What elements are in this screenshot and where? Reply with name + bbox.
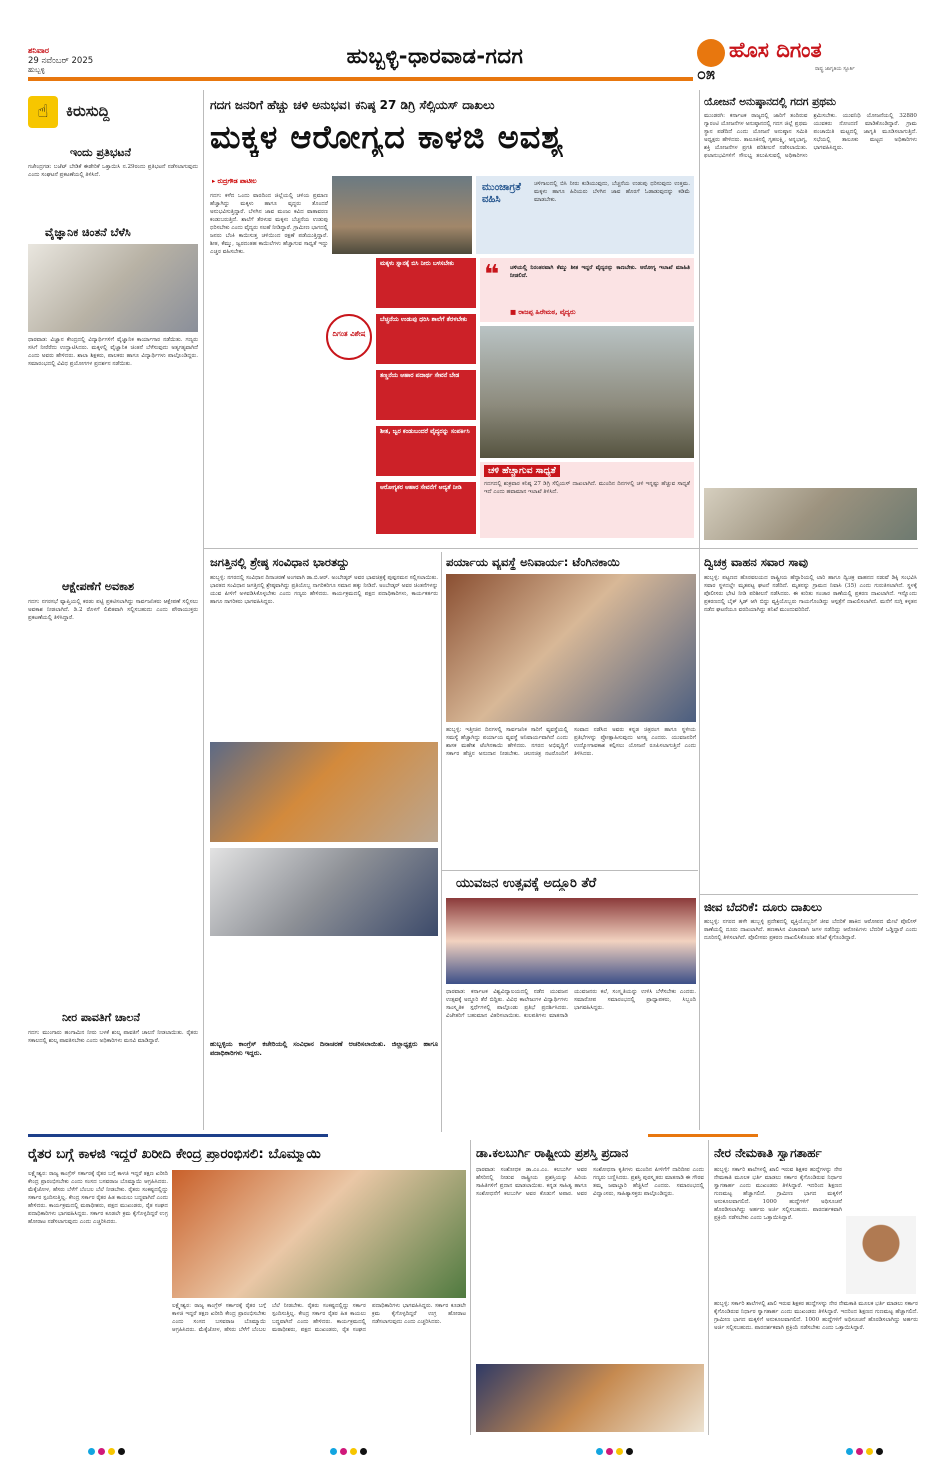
precaution-box-text: ಚಳಿಗಾಲದಲ್ಲಿ ಬಿಸಿ ನೀರು ಕುಡಿಯುವುದು, ಬೆಚ್ಚನೆಯ ಉಡುಪು ಧರಿಸುವುದು ಉತ್ತಮ. ಮಕ್ಕಳು ಹಾಗೂ ಹಿರಿಯರು ಬೆಳಗಿನ ಜಾವ ಹೊರಗೆ ಓಡಾಡುವುದನ್ನು ಕಡಿಮೆ ಮಾಡಬೇಕು. <box>534 181 690 203</box>
kirusuddi-logo <box>28 96 203 130</box>
masthead <box>695 36 917 82</box>
lead-byline-name: ರುದ್ರಗೌಡ ಪಾಟೀಲ <box>217 177 257 185</box>
dot-black <box>876 1448 883 1455</box>
kirusuddi-text-2: ಧಾರವಾಡ: ವಿಜ್ಞಾನ ಕೇಂದ್ರದಲ್ಲಿ ವಿದ್ಯಾರ್ಥಿಗಳಿಗೆ ವೈಜ್ಞಾನಿಕ ಕಾರ್ಯಾಗಾರ ನಡೆಯಿತು. ಗಣ್ಯರು ಸಸಿಗೆ ನೀರೆರೆದು ಉದ್ಘಾಟಿಸಿದರು. ಮಕ್ಕಳಲ್ಲಿ ವೈಜ್ಞಾನಿಕ ಚಿಂತನೆ ಬೆಳೆಸುವುದು ಅತ್ಯಗತ್ಯವಾಗಿದೆ ಎಂದು ಅವರು ಹೇಳಿದರು. ಶಾಲಾ ಶಿಕ್ಷಕರು, ಪಾಲಕರು ಹಾಗೂ ವಿದ್ಯಾರ್ಥಿಗಳು ಪಾಲ್ಗೊಂಡಿದ್ದರು. ಸಮಾರಂಭದಲ್ಲಿ ವಿವಿಧ ಪ್ರಯೋಗಗಳ ಪ್ರದರ್ಶನ ನಡೆಯಿತು. <box>28 337 198 367</box>
jeeva-title: ಜೀವ ಬೆದರಿಕೆ: ದೂರು ದಾಖಲು <box>704 900 822 914</box>
kalburgi-title: ಡಾ.ಕಲಬುರ್ಗಿ ರಾಷ್ಟ್ರೀಯ ಪ್ರಶಸ್ತಿ ಪ್ರದಾನ <box>476 1146 629 1160</box>
doctor-quote-author: ■ ರಾಜಪ್ಪ ಹಿರೇಮಠ, ವೈದ್ಯರು <box>510 308 576 316</box>
header-date: 29 ನವೆಂಬರ್ 2025 <box>28 56 94 66</box>
doctor-quote-box <box>480 258 694 322</box>
kirusuddi-heading-4: ನೀರ ಪಾವತಿಗೆ ಚಾಲನೆ <box>62 1011 141 1024</box>
registration-dots-center <box>330 1440 370 1459</box>
kalburgi-photo <box>476 1364 704 1432</box>
dot-magenta <box>98 1448 105 1455</box>
precaution-box-title: ಮುಂಜಾಗ್ರತೆ ವಹಿಸಿ <box>482 182 521 205</box>
dot-magenta <box>340 1448 347 1455</box>
lead-headline: ಮಕ್ಕಳ ಆರೋಗ್ಯದ ಕಾಳಜಿ ಅವಶ್ಯ <box>210 118 565 156</box>
kirusuddi-heading-2: ವೈಜ್ಞಾನಿಕ ಚಿಂತನೆ ಬೆಳೆಸಿ <box>45 226 131 239</box>
dot-cyan <box>846 1448 853 1455</box>
vahana-body: ಹುಬ್ಬಳ್ಳಿ: ಪಟ್ಟಣದ ಹೊರವಲಯದ ರಾಷ್ಟ್ರೀಯ ಹೆದ್ದಾರಿಯಲ್ಲಿ ಲಾರಿ ಹಾಗೂ ದ್ವಿಚಕ್ರ ವಾಹನದ ನಡುವೆ ಡಿಕ್ಕಿ ಸಂಭವಿಸಿ ಸವಾರ ಸ್ಥಳದಲ್ಲೇ ಮೃತಪಟ್ಟ ಘಟನೆ ನಡೆದಿದೆ. ಮೃತನನ್ನು ಗ್ರಾಮದ ನಿವಾಸಿ (35) ಎಂದು ಗುರುತಿಸಲಾಗಿದೆ. ಸ್ಥಳಕ್ಕೆ ಪೊಲೀಸರು ಭೇಟಿ ನೀಡಿ ಪರಿಶೀಲನೆ ನಡೆಸಿದರು. ಈ ಕುರಿತು ಸಂಚಾರ ಠಾಣೆಯಲ್ಲಿ ಪ್ರಕರಣ ದಾಖಲಾಗಿದೆ. ಇನ್ನೊಂದು ಪ್ರಕರಣದಲ್ಲಿ ಬೈಕ್ ಸ್ಕಿಡ್ ಆಗಿ ಬಿದ್ದು ವ್ಯಕ್ತಿಯೊಬ್ಬರು ಗಾಯಗೊಂಡಿದ್ದು ಆಸ್ಪತ್ರೆಗೆ ದಾಖಲಿಸಲಾಗಿದೆ. ಮನೆಗೆ ನುಗ್ಗಿ ಕಳ್ಳತನ ನಡೆದ ಘಟನೆಯೂ ವರದಿಯಾಗಿದ್ದು ತನಿಖೆ ಮುಂದುವರಿದಿದೆ. <box>704 575 917 613</box>
tip-item: ಮಕ್ಕಳು ಸ್ನಾನಕ್ಕೆ ಬಿಸಿ ನೀರು ಬಳಸಬೇಕು <box>376 258 476 308</box>
dot-black <box>626 1448 633 1455</box>
tip-item: ಬೆಚ್ಚನೆಯ ಉಡುಪು ಧರಿಸಿ ಶಾಲೆಗೆ ತೆರಳಬೇಕು <box>376 314 476 364</box>
header-date-block <box>28 46 138 75</box>
yuvajana-photo <box>446 898 696 984</box>
column-rule-center <box>441 552 442 1132</box>
children-bonfire-photo <box>332 176 472 254</box>
cold-increase-box <box>480 462 694 538</box>
lead-body-col2 <box>210 258 211 259</box>
neera-title: ನೇರ ನೇಮಕಾತಿ ಸ್ವಾಗತಾರ್ಹ <box>714 1146 822 1160</box>
bullock-cart-photo <box>480 326 694 458</box>
kirusuddi-heading-3: ಆಕ್ಷೇಪಣೆಗೆ ಅವಕಾಶ <box>62 580 134 593</box>
dot-cyan <box>330 1448 337 1455</box>
page-number: ೦೫ <box>697 64 715 83</box>
header-city: ಹುಬ್ಬಳ್ಳಿ <box>28 66 45 74</box>
dot-cyan <box>596 1448 603 1455</box>
kirusuddi-heading-1: ಇಂದು ಪ್ರತಿಭಟನೆ <box>70 146 132 159</box>
byline-arrow-icon: ▸ <box>212 177 218 185</box>
lead-body: ಗದಗ: ಕಳೆದ ಒಂದು ವಾರದಿಂದ ಜಿಲ್ಲೆಯಲ್ಲಿ ಚಳಿಯ ಪ್ರಮಾಣ ಹೆಚ್ಚಾಗಿದ್ದು ಮಕ್ಕಳು ಹಾಗೂ ವೃದ್ಧರು ತೊಂದರೆ ಅನುಭವಿಸುತ್ತಿದ್ದಾರೆ. ಬೆಳಗಿನ ಜಾವ ಮಂಜು ಕವಿದ ವಾತಾವರಣ ಕಂಡುಬರುತ್ತಿದೆ. ಶಾಲೆಗೆ ತೆರಳುವ ಮಕ್ಕಳು ಬೆಚ್ಚನೆಯ ಉಡುಪು ಧರಿಸಬೇಕು ಎಂದು ವೈದ್ಯರು ಸಲಹೆ ನೀಡಿದ್ದಾರೆ. ಗ್ರಾಮೀಣ ಭಾಗದಲ್ಲಿ ಜನರು ಬೆಂಕಿ ಕಾಯಿಸುತ್ತ ಚಳಿಯಿಂದ ರಕ್ಷಣೆ ಪಡೆಯುತ್ತಿದ್ದಾರೆ. ಶೀತ, ಕೆಮ್ಮು, ಜ್ವರದಂತಹ ಕಾಯಿಲೆಗಳು ಹೆಚ್ಚಾಗುವ ಸಾಧ್ಯತೆ ಇದ್ದು ಎಚ್ಚರ ವಹಿಸಬೇಕು. <box>210 193 328 255</box>
header-orange-rule <box>28 77 693 81</box>
dot-cyan <box>88 1448 95 1455</box>
masthead-name: ಹೊಸ ದಿಗಂತ <box>729 38 822 62</box>
dot-yellow <box>616 1448 623 1455</box>
quote-mark-icon: ❝ <box>484 260 500 290</box>
registration-dots-far-right <box>846 1440 886 1459</box>
raitara-body-more <box>172 1302 466 1432</box>
thumbs-up-icon: ☝ <box>28 96 58 128</box>
registration-dots-right <box>596 1440 636 1459</box>
tip-item: ಆರೋಗ್ಯಕರ ಆಹಾರ ಸೇವನೆಗೆ ಆದ್ಯತೆ ನೀಡಿ <box>376 482 476 534</box>
raitara-title: ರೈತರ ಬಗ್ಗೆ ಕಾಳಜಿ ಇದ್ದರೆ ಖರೀದಿ ಕೇಂದ್ರ ಪ್ರಾರಂಭಿಸಲಿ: ಬೊಮ್ಮಾಯಿ <box>28 1146 321 1162</box>
section-rule-jeeva <box>700 894 918 895</box>
samvidhana-title: ಜಗತ್ತಿನಲ್ಲಿ ಶ್ರೇಷ್ಠ ಸಂವಿಧಾನ ಭಾರತದ್ದು <box>210 555 350 569</box>
section-rule-yuvajana <box>442 870 698 871</box>
raitara-photo <box>172 1170 466 1298</box>
jeeva-body: ಹುಬ್ಬಳ್ಳಿ: ನಗರದ ಹಳೇ ಹುಬ್ಬಳ್ಳಿ ಪ್ರದೇಶದಲ್ಲಿ ವ್ಯಕ್ತಿಯೊಬ್ಬರಿಗೆ ಜೀವ ಬೆದರಿಕೆ ಹಾಕಿದ ಆರೋಪದ ಮೇಲೆ ಪೊಲೀಸ್ ಠಾಣೆಯಲ್ಲಿ ದೂರು ದಾಖಲಾಗಿದೆ. ಹಣಕಾಸಿನ ವಿಚಾರವಾಗಿ ಜಗಳ ನಡೆದಿದ್ದು ಆರೋಪಿಗಳು ಬೆದರಿಕೆ ಒಡ್ಡಿದ್ದಾರೆ ಎಂದು ದೂರಿನಲ್ಲಿ ತಿಳಿಸಲಾಗಿದೆ. ಪೊಲೀಸರು ಪ್ರಕರಣ ದಾಖಲಿಸಿಕೊಂಡು ತನಿಖೆ ಕೈಗೊಂಡಿದ್ದಾರೆ. <box>704 919 917 941</box>
precaution-box <box>476 176 694 254</box>
column-rule-bottom-2 <box>708 1140 709 1435</box>
kirusuddi-text-4: ಗದಗ: ಮುಂಗಾರು ಹಂಗಾಮಿನ ನೀರು ಬಳಕೆ ಶುಲ್ಕ ಪಾವತಿಗೆ ಚಾಲನೆ ನೀಡಲಾಯಿತು. ರೈತರು ಸಕಾಲದಲ್ಲಿ ಶುಲ್ಕ ಪಾವತಿಸಬೇಕು ಎಂದು ಅಧಿಕಾರಿಗಳು ಮನವಿ ಮಾಡಿದ್ದಾರೆ. <box>28 1030 198 1044</box>
dot-black <box>118 1448 125 1455</box>
masthead-logo-icon <box>697 39 725 67</box>
paryaya-title: ಪರ್ಯಾಯ ವ್ಯವಸ್ಥೆ ಅನಿವಾರ್ಯ: ಟೆಂಗಿನಕಾಯಿ <box>446 555 620 569</box>
neera-body: ಹುಬ್ಬಳ್ಳಿ: ಸರ್ಕಾರಿ ಶಾಲೆಗಳಲ್ಲಿ ಖಾಲಿ ಇರುವ ಶಿಕ್ಷಕರ ಹುದ್ದೆಗಳನ್ನು ನೇರ ನೇಮಕಾತಿ ಮೂಲಕ ಭರ್ತಿ ಮಾಡಲು ಸರ್ಕಾರ ಕೈಗೊಂಡಿರುವ ನಿರ್ಧಾರ ಸ್ವಾಗತಾರ್ಹ ಎಂದು ಮುಖಂಡರು ತಿಳಿಸಿದ್ದಾರೆ. ಇದರಿಂದ ಶಿಕ್ಷಣದ ಗುಣಮಟ್ಟ ಹೆಚ್ಚಾಗಲಿದೆ. ಗ್ರಾಮೀಣ ಭಾಗದ ಮಕ್ಕಳಿಗೆ ಅನುಕೂಲವಾಗಲಿದೆ. 1000 ಹುದ್ದೆಗಳಿಗೆ ಅಧಿಸೂಚನೆ ಹೊರಡಿಸಲಾಗಿದ್ದು ಅರ್ಹರು ಅರ್ಜಿ ಸಲ್ಲಿಸಬಹುದು. ಪಾರದರ್ಶಕವಾಗಿ ಪ್ರಕ್ರಿಯೆ ನಡೆಸಬೇಕು ಎಂದು ಒತ್ತಾಯಿಸಿದ್ದಾರೆ. <box>714 1167 842 1221</box>
paryaya-photo <box>446 574 696 722</box>
samvidhana-photo-2 <box>210 848 438 936</box>
kirusuddi-text-1: ಗಜೇಂದ್ರಗಡ: ಬಜೆಟ್ ಬೇಡಿಕೆ ಈಡೇರಿಕೆ ಒತ್ತಾಯಿಸಿ ನ.29ರಂದು ಪ್ರತಿಭಟನೆ ನಡೆಸಲಾಗುವುದು ಎಂದು ಸಂಘಟನೆ ಪ್ರಕಟಣೆಯಲ್ಲಿ ತಿಳಿಸಿದೆ. <box>28 164 198 178</box>
raitara-body-continued: ಲಕ್ಷ್ಮೇಶ್ವರ: ರಾಜ್ಯ ಕಾಂಗ್ರೆಸ್ ಸರ್ಕಾರಕ್ಕೆ ರೈತರ ಬಗ್ಗೆ ಕಾಳಜಿ ಇದ್ದರೆ ತಕ್ಷಣ ಖರೀದಿ ಕೇಂದ್ರ ಪ್ರಾರಂಭಿಸಬೇಕು ಎಂದು ಸಂಸದ ಬಸವರಾಜ ಬೊಮ್ಮಾಯಿ ಆಗ್ರಹಿಸಿದರು. ಮೆಕ್ಕೆಜೋಳ, ಹೆಸರು ಬೆಳೆಗೆ ಬೆಂಬಲ ಬೆಲೆ ನೀಡಬೇಕು. ರೈತರು ಸಂಕಷ್ಟದಲ್ಲಿದ್ದು ಸರ್ಕಾರ ಸ್ಪಂದಿಸುತ್ತಿಲ್ಲ. ಕೇಂದ್ರ ಸರ್ಕಾರ ರೈತರ ಹಿತ ಕಾಯಲು ಬದ್ಧವಾಗಿದೆ ಎಂದು ಹೇಳಿದರು. ಕಾರ್ಯಕ್ರಮದಲ್ಲಿ ಮಠಾಧೀಶರು, ಪಕ್ಷದ ಮುಖಂಡರು, ರೈತ ಸಂಘದ ಪದಾಧಿಕಾರಿಗಳು ಭಾಗವಹಿಸಿದ್ದರು. ಸರ್ಕಾರ ಕೂಡಲೇ ಕ್ರಮ ಕೈಗೊಳ್ಳದಿದ್ದರೆ ಉಗ್ರ ಹೋರಾಟ ನಡೆಸಲಾಗುವುದು ಎಂದು ಎಚ್ಚರಿಸಿದರು. <box>172 1303 466 1333</box>
column-rule-bottom-1 <box>470 1140 471 1435</box>
paryaya-body: ಹುಬ್ಬಳ್ಳಿ: ಇತ್ತೀಚಿನ ದಿನಗಳಲ್ಲಿ ಸಾರ್ವಜನಿಕ ಸಾರಿಗೆ ವ್ಯವಸ್ಥೆಯಲ್ಲಿ ಸಮಸ್ಯೆ ಹೆಚ್ಚಾಗಿದ್ದು ಪರ್ಯಾಯ ವ್ಯವಸ್ಥೆ ಅನಿವಾರ್ಯವಾಗಿದೆ ಎಂದು ಶಾಸಕ ಮಹೇಶ ಟೆಂಗಿನಕಾಯಿ ಹೇಳಿದರು. ನಗರದ ಅಭಿವೃದ್ಧಿಗೆ ಸರ್ಕಾರ ಹೆಚ್ಚಿನ ಅನುದಾನ ನೀಡಬೇಕು. ಚಲನಚಿತ್ರ ನಟರೊಂದಿಗೆ ಸಂವಾದ ನಡೆಸಿದ ಅವರು ಕನ್ನಡ ಚಿತ್ರರಂಗ ಹಾಗೂ ಸ್ಥಳೀಯ ಪ್ರತಿಭೆಗಳನ್ನು ಪ್ರೋತ್ಸಾಹಿಸುವುದು ಅಗತ್ಯ ಎಂದರು. ಯುವಜನರಿಗೆ ಉದ್ಯೋಗಾವಕಾಶ ಕಲ್ಪಿಸಲು ಯೋಜನೆ ರೂಪಿಸಲಾಗುತ್ತಿದೆ ಎಂದು ತಿಳಿಸಿದರು. <box>446 727 696 757</box>
column-rule-right <box>699 90 700 1130</box>
lead-kicker: ಗದಗ ಜನರಿಗೆ ಹೆಚ್ಚು ಚಳಿ ಅನುಭವ। ಕನಿಷ್ಠ 27 ಡಿಗ್ರಿ ಸೆಲ್ಸಿಯಸ್ ದಾಖಲು <box>210 98 495 112</box>
kirusuddi-label: ಕಿರುಸುದ್ದಿ <box>66 102 110 120</box>
section-rule-middle <box>204 548 918 549</box>
raitara-body: ಲಕ್ಷ್ಮೇಶ್ವರ: ರಾಜ್ಯ ಕಾಂಗ್ರೆಸ್ ಸರ್ಕಾರಕ್ಕೆ ರೈತರ ಬಗ್ಗೆ ಕಾಳಜಿ ಇದ್ದರೆ ತಕ್ಷಣ ಖರೀದಿ ಕೇಂದ್ರ ಪ್ರಾರಂಭಿಸಬೇಕು ಎಂದು ಸಂಸದ ಬಸವರಾಜ ಬೊಮ್ಮಾಯಿ ಆಗ್ರಹಿಸಿದರು. ಮೆಕ್ಕೆಜೋಳ, ಹೆಸರು ಬೆಳೆಗೆ ಬೆಂಬಲ ಬೆಲೆ ನೀಡಬೇಕು. ರೈತರು ಸಂಕಷ್ಟದಲ್ಲಿದ್ದು ಸರ್ಕಾರ ಸ್ಪಂದಿಸುತ್ತಿಲ್ಲ. ಕೇಂದ್ರ ಸರ್ಕಾರ ರೈತರ ಹಿತ ಕಾಯಲು ಬದ್ಧವಾಗಿದೆ ಎಂದು ಹೇಳಿದರು. ಕಾರ್ಯಕ್ರಮದಲ್ಲಿ ಮಠಾಧೀಶರು, ಪಕ್ಷದ ಮುಖಂಡರು, ರೈತ ಸಂಘದ ಪದಾಧಿಕಾರಿಗಳು ಭಾಗವಹಿಸಿದ್ದರು. ಸರ್ಕಾರ ಕೂಡಲೇ ಕ್ರಮ ಕೈಗೊಳ್ಳದಿದ್ದರೆ ಉಗ್ರ ಹೋರಾಟ ನಡೆಸಲಾಗುವುದು ಎಂದು ಎಚ್ಚರಿಸಿದರು. <box>28 1171 168 1225</box>
bottom-band-rule <box>28 1134 918 1137</box>
column-rule-left <box>203 90 204 1130</box>
neera-body-continued: ಹುಬ್ಬಳ್ಳಿ: ಸರ್ಕಾರಿ ಶಾಲೆಗಳಲ್ಲಿ ಖಾಲಿ ಇರುವ ಶಿಕ್ಷಕರ ಹುದ್ದೆಗಳನ್ನು ನೇರ ನೇಮಕಾತಿ ಮೂಲಕ ಭರ್ತಿ ಮಾಡಲು ಸರ್ಕಾರ ಕೈಗೊಂಡಿರುವ ನಿರ್ಧಾರ ಸ್ವಾಗತಾರ್ಹ ಎಂದು ಮುಖಂಡರು ತಿಳಿಸಿದ್ದಾರೆ. ಇದರಿಂದ ಶಿಕ್ಷಣದ ಗುಣಮಟ್ಟ ಹೆಚ್ಚಾಗಲಿದೆ. ಗ್ರಾಮೀಣ ಭಾಗದ ಮಕ್ಕಳಿಗೆ ಅನುಕೂಲವಾಗಲಿದೆ. 1000 ಹುದ್ದೆಗಳಿಗೆ ಅಧಿಸೂಚನೆ ಹೊರಡಿಸಲಾಗಿದ್ದು ಅರ್ಹರು ಅರ್ಜಿ ಸಲ್ಲಿಸಬಹುದು. ಪಾರದರ್ಶಕವಾಗಿ ಪ್ರಕ್ರಿಯೆ ನಡೆಸಬೇಕು ಎಂದು ಒತ್ತಾಯಿಸಿದ್ದಾರೆ. <box>714 1301 918 1331</box>
dot-yellow <box>350 1448 357 1455</box>
registration-dots-left <box>88 1440 128 1459</box>
samvidhana-caption: ಹುಬ್ಬಳ್ಳಿಯ ಕಾಂಗ್ರೆಸ್ ಕಚೇರಿಯಲ್ಲಿ ಸಂವಿಧಾನ ದಿನಾಚರಣೆ ಆಚರಿಸಲಾಯಿತು. ಜಿಲ್ಲಾಧ್ಯಕ್ಷರು ಹಾಗೂ ಪದಾಧಿಕಾರಿಗಳು ಇದ್ದರು. <box>210 1040 438 1057</box>
cold-increase-title: ಚಳಿ ಹೆಚ್ಚಾಗುವ ಸಾಧ್ಯತೆ <box>484 465 560 477</box>
kirusuddi-text-3: ಗದಗ: ನಗರಸಭೆ ವ್ಯಾಪ್ತಿಯಲ್ಲಿ ಕರಡು ಪಟ್ಟಿ ಪ್ರಕಟಿಸಲಾಗಿದ್ದು ಸಾರ್ವಜನಿಕರು ಆಕ್ಷೇಪಣೆ ಸಲ್ಲಿಸಲು ಅವಕಾಶ ನೀಡಲಾಗಿದೆ. ಡಿ.2 ರೊಳಗೆ ಲಿಖಿತವಾಗಿ ಸಲ್ಲಿಸಬಹುದು ಎಂದು ಪೌರಾಯುಕ್ತರು ಪ್ರಕಟಣೆಯಲ್ಲಿ ತಿಳಿಸಿದ್ದಾರೆ. <box>28 599 198 621</box>
cold-increase-text: ಗದಗದಲ್ಲಿ ಶುಕ್ರವಾರ ಕನಿಷ್ಠ 27 ಡಿಗ್ರಿ ಸೆಲ್ಸಿಯಸ್ ದಾಖಲಾಗಿದೆ. ಮುಂದಿನ ದಿನಗಳಲ್ಲಿ ಚಳಿ ಇನ್ನಷ್ಟು ಹೆಚ್ಚುವ ಸಾಧ್ಯತೆ ಇದೆ ಎಂದು ಹವಾಮಾನ ಇಲಾಖೆ ತಿಳಿಸಿದೆ. <box>484 481 690 495</box>
digant-vishesha-logo <box>326 314 372 360</box>
dot-magenta <box>856 1448 863 1455</box>
tip-item: ತಣ್ಣನೆಯ ಆಹಾರ ಪದಾರ್ಥ ಸೇವನೆ ಬೇಡ <box>376 370 476 420</box>
masthead-tagline: ರಾಷ್ಟ್ರ ಜಾಗೃತಿಯ ಸ್ಫೂರ್ತಿ <box>815 66 855 72</box>
yuvajana-body: ಧಾರವಾಡ: ಕರ್ನಾಟಕ ವಿಶ್ವವಿದ್ಯಾಲಯದಲ್ಲಿ ನಡೆದ ಯುವಜನ ಉತ್ಸವಕ್ಕೆ ಅದ್ದೂರಿ ತೆರೆ ಬಿದ್ದಿತು. ವಿವಿಧ ಕಾಲೇಜುಗಳ ವಿದ್ಯಾರ್ಥಿಗಳು ಸಾಂಸ್ಕೃತಿಕ ಸ್ಪರ್ಧೆಗಳಲ್ಲಿ ಪಾಲ್ಗೊಂಡು ಪ್ರತಿಭೆ ಪ್ರದರ್ಶಿಸಿದರು. ವಿಜೇತರಿಗೆ ಬಹುಮಾನ ವಿತರಿಸಲಾಯಿತು. ಕುಲಪತಿಗಳು ಮಾತನಾಡಿ ಯುವಜನರು ಕಲೆ, ಸಂಸ್ಕೃತಿಯನ್ನು ಉಳಿಸಿ ಬೆಳೆಸಬೇಕು ಎಂದರು. ಸಮಾರೋಪ ಸಮಾರಂಭದಲ್ಲಿ ಪ್ರಾಧ್ಯಾಪಕರು, ಸಿಬ್ಬಂದಿ ಭಾಗವಹಿಸಿದ್ದರು. <box>446 989 696 1019</box>
samvidhana-photo-1 <box>210 742 438 842</box>
digant-vishesha-text: ದಿಗಂತ ವಿಶೇಷ <box>332 330 366 338</box>
vahana-title: ದ್ವಿಚಕ್ರ ವಾಹನ ಸವಾರ ಸಾವು <box>704 555 808 569</box>
yojane-meeting-photo <box>704 488 917 540</box>
dot-black <box>360 1448 367 1455</box>
kalburgi-body: ಧಾರವಾಡ: ಸಂಶೋಧಕ ಡಾ.ಎಂ.ಎಂ. ಕಲಬುರ್ಗಿ ಅವರ ಹೆಸರಿನಲ್ಲಿ ನೀಡುವ ರಾಷ್ಟ್ರೀಯ ಪ್ರಶಸ್ತಿಯನ್ನು ಹಿರಿಯ ಸಾಹಿತಿಗಳಿಗೆ ಪ್ರದಾನ ಮಾಡಲಾಯಿತು. ಕನ್ನಡ ಸಾಹಿತ್ಯ ಹಾಗೂ ಸಂಶೋಧನೆಗೆ ಕಲಬುರ್ಗಿ ಅವರ ಕೊಡುಗೆ ಅಪಾರ. ಅವರ ಸಂಶೋಧನಾ ಕೃತಿಗಳು ಮುಂದಿನ ಪೀಳಿಗೆಗೆ ದಾರಿದೀಪ ಎಂದು ಗಣ್ಯರು ಬಣ್ಣಿಸಿದರು. ಪ್ರಶಸ್ತಿ ಪುರಸ್ಕೃತರು ಮಾತನಾಡಿ ಈ ಗೌರವ ತಮ್ಮ ಜವಾಬ್ದಾರಿ ಹೆಚ್ಚಿಸಿದೆ ಎಂದರು. ಸಮಾರಂಭದಲ್ಲಿ ವಿದ್ವಾಂಸರು, ಸಾಹಿತ್ಯಾಸಕ್ತರು ಪಾಲ್ಗೊಂಡಿದ್ದರು. <box>476 1167 704 1197</box>
yojane-body: ಮುಂಡರಗಿ: ಕರ್ನಾಟಕ ರಾಜ್ಯದಲ್ಲಿ ಜಾರಿಗೆ ತಂದಿರುವ ಗ್ಯಾರಂಟಿ ಯೋಜನೆಗಳ ಅನುಷ್ಠಾನದಲ್ಲಿ ಗದಗ ಜಿಲ್ಲೆ ಪ್ರಥಮ ಸ್ಥಾನ ಪಡೆದಿದೆ ಎಂದು ಯೋಜನೆ ಅನುಷ್ಠಾನ ಸಮಿತಿ ಅಧ್ಯಕ್ಷರು ಹೇಳಿದರು. ತಾಲೂಕಿನಲ್ಲಿ ಗೃಹಲಕ್ಷ್ಮಿ, ಅನ್ನಭಾಗ್ಯ, ಶಕ್ತಿ ಯೋಜನೆಗಳ ಪ್ರಗತಿ ಪರಿಶೀಲನೆ ನಡೆಸಲಾಯಿತು. ಫಲಾನುಭವಿಗಳಿಗೆ ಸೌಲಭ್ಯ ತಲುಪಿಸುವಲ್ಲಿ ಅಧಿಕಾರಿಗಳು ಶ್ರಮಿಸಬೇಕು. ಯುವನಿಧಿ ಯೋಜನೆಯಲ್ಲಿ 32880 ಯುವಕರು ನೋಂದಣಿ ಮಾಡಿಕೊಂಡಿದ್ದಾರೆ. ಗ್ರಾಮ ಪಂಚಾಯಿತಿ ಮಟ್ಟದಲ್ಲಿ ಜಾಗೃತಿ ಮೂಡಿಸಲಾಗುತ್ತಿದೆ. ಸಭೆಯಲ್ಲಿ ತಾಲೂಕು ಮಟ್ಟದ ಅಧಿಕಾರಿಗಳು ಭಾಗವಹಿಸಿದ್ದರು. <box>704 113 917 159</box>
yuvajana-title: ಯುವಜನ ಉತ್ಸವಕ್ಕೆ ಅದ್ದೂರಿ ತೆರೆ <box>456 876 597 891</box>
doctor-quote-text: ಚಳಿಯಲ್ಲಿ ನಿರಂತರವಾಗಿ ಕೆಮ್ಮು ಶೀತ ಇದ್ದರೆ ವೈದ್ಯರನ್ನು ಕಾಣಬೇಕು. ಆರೋಗ್ಯ ಇಲಾಖೆ ಮಾಹಿತಿ ನೀಡಲಿದೆ. <box>510 265 690 279</box>
science-event-photo <box>28 244 198 332</box>
neera-body-more <box>714 1300 918 1432</box>
dot-yellow <box>108 1448 115 1455</box>
dot-magenta <box>606 1448 613 1455</box>
yojane-title: ಯೋಜನೆ ಅನುಷ್ಠಾನದಲ್ಲಿ ಗದಗ ಪ್ರಥಮ <box>704 96 837 108</box>
doctor-quote-author-name: ರಾಜಪ್ಪ ಹಿರೇಮಠ, ವೈದ್ಯರು <box>518 308 576 316</box>
tip-item: ಶೀತ, ಜ್ವರ ಕಂಡುಬಂದರೆ ವೈದ್ಯರನ್ನು ಸಂಪರ್ಕಿಸಿ <box>376 426 476 476</box>
bottom-band-rule-orange <box>648 1134 758 1137</box>
header-day: ಶನಿವಾರ <box>28 46 50 55</box>
dot-yellow <box>866 1448 873 1455</box>
bottom-band-rule-red <box>28 1134 328 1137</box>
page-title: ಹುಬ್ಬಳ್ಳಿ-ಧಾರವಾಡ-ಗದಗ <box>346 44 524 68</box>
neera-portrait-photo <box>846 1216 916 1294</box>
samvidhana-body: ಹುಬ್ಬಳ್ಳಿ: ನಗರದಲ್ಲಿ ಸಂವಿಧಾನ ದಿನಾಚರಣೆ ಅಂಗವಾಗಿ ಡಾ.ಬಿ.ಆರ್. ಅಂಬೇಡ್ಕರ್ ಅವರ ಭಾವಚಿತ್ರಕ್ಕೆ ಪುಷ್ಪನಮನ ಸಲ್ಲಿಸಲಾಯಿತು. ಭಾರತದ ಸಂವಿಧಾನ ಜಗತ್ತಿನಲ್ಲಿ ಶ್ರೇಷ್ಠವಾಗಿದ್ದು ಪ್ರತಿಯೊಬ್ಬ ನಾಗರಿಕರಿಗೂ ಸಮಾನ ಹಕ್ಕು ನೀಡಿದೆ. ಅಂಬೇಡ್ಕರ್ ಅವರ ಚಿಂತನೆಗಳನ್ನು ಯುವ ಪೀಳಿಗೆ ಅಳವಡಿಸಿಕೊಳ್ಳಬೇಕು ಎಂದು ಗಣ್ಯರು ಹೇಳಿದರು. ಕಾರ್ಯಕ್ರಮದಲ್ಲಿ ಪಕ್ಷದ ಪದಾಧಿಕಾರಿಗಳು, ಕಾರ್ಯಕರ್ತರು ಹಾಗೂ ನಾಗರಿಕರು ಭಾಗವಹಿಸಿದ್ದರು. <box>210 575 438 605</box>
tips-list <box>376 258 476 536</box>
lead-byline <box>212 177 257 186</box>
